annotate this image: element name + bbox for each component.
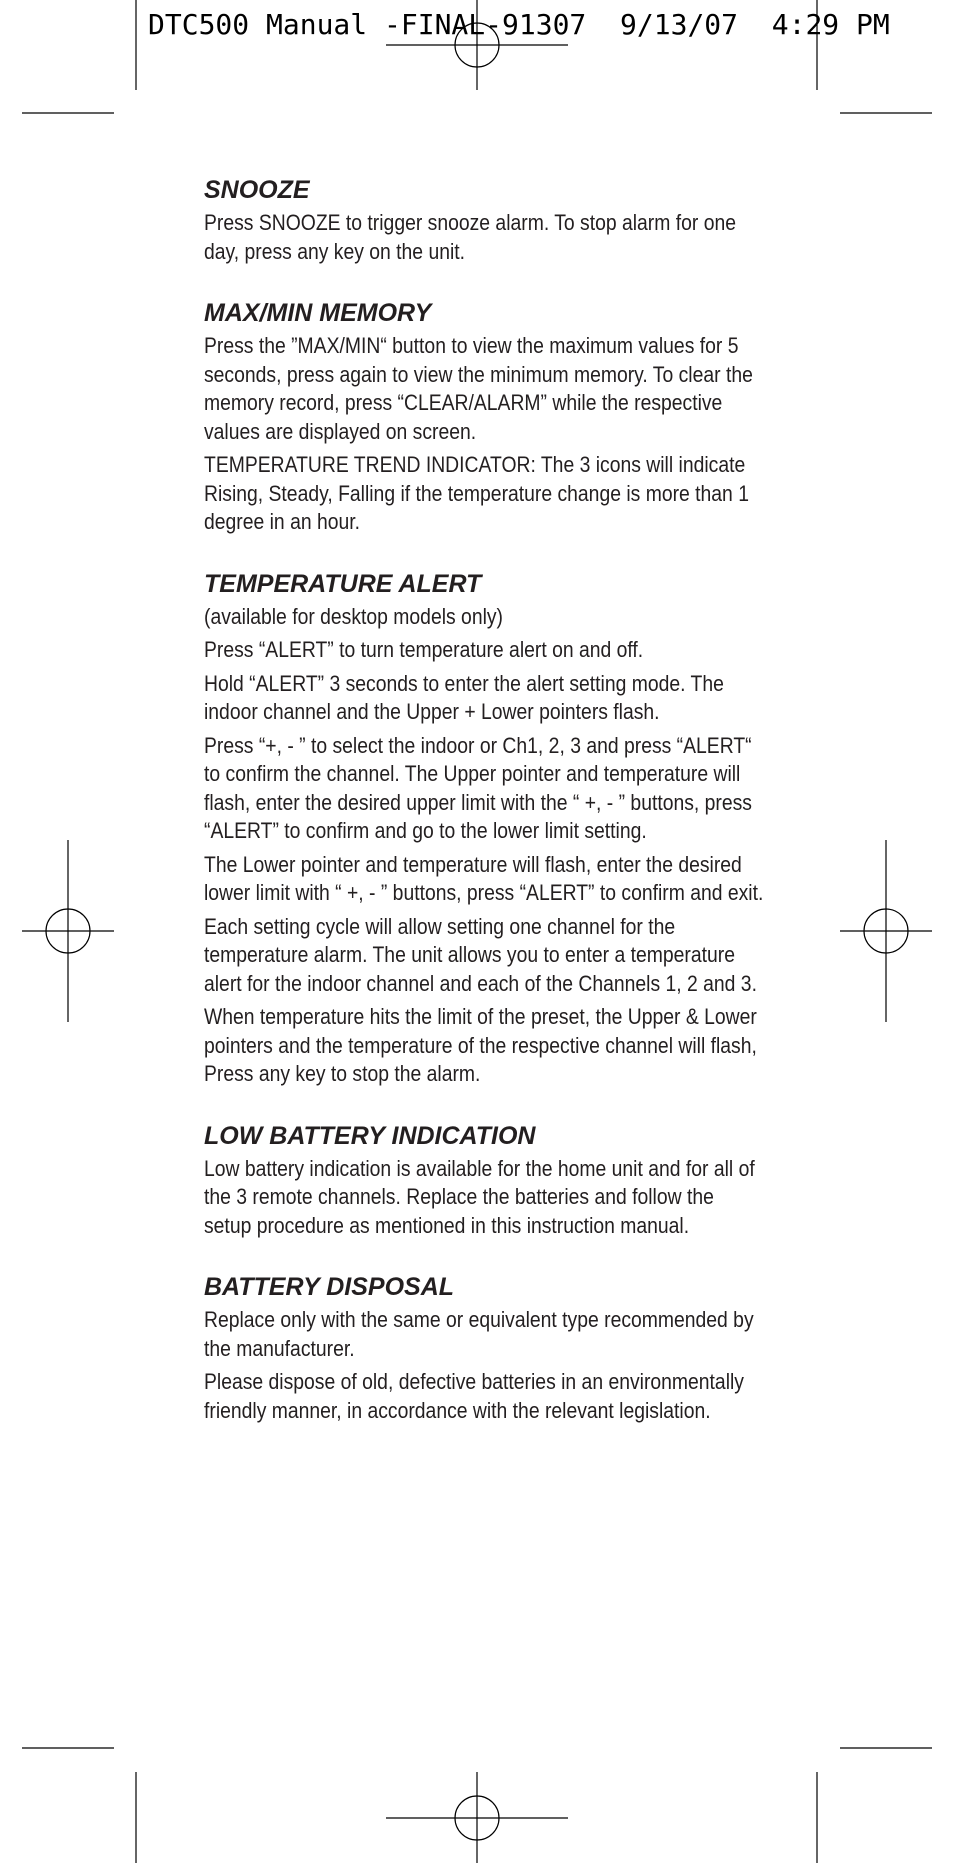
section-heading: BATTERY DISPOSAL — [204, 1273, 455, 1301]
section-heading: MAX/MIN MEMORY — [204, 299, 432, 327]
print-slug-line: DTC500 Manual -FINAL-91307 9/13/07 4:29 PM — [148, 8, 890, 41]
section-paragraph: Low battery indication is available for the home unit and for all of the 3 remote channels. Replace the batteries and follow the setup procedure as mentioned in this instruction manual. — [204, 1155, 755, 1238]
registration-mark-right — [840, 840, 932, 1022]
manual-page-content — [204, 174, 764, 1456]
section-paragraph: Please dispose of old, defective batteries in an environmentally friendly manner, in accordance with the relevant legislation. — [204, 1369, 744, 1423]
section-low-battery-indication — [204, 1120, 764, 1241]
section-paragraph: The Lower pointer and temperature will flash, enter the desired lower limit with “ +, - ” buttons, press “ALERT” to confirm and exit. — [204, 851, 764, 905]
section-paragraph: When temperature hits the limit of the preset, the Upper & Lower pointers and the temperature of the respective channel will flash, Press any key to stop the alarm. — [204, 1004, 757, 1086]
section-paragraph: Each setting cycle will allow setting one channel for the temperature alarm. The unit allows you to enter a temperature alert for the indoor channel and each of the Channels 1, 2 and 3. — [204, 913, 757, 996]
registration-mark-left — [22, 840, 114, 1022]
section-heading: SNOOZE — [204, 176, 310, 204]
section-snooze — [204, 174, 764, 266]
registration-mark-top — [386, 0, 568, 90]
section-battery-disposal — [204, 1271, 764, 1425]
section-paragraph: Press the ”MAX/MIN“ button to view the maximum values for 5 seconds, press again to view the minimum memory. To clear the memory record, press “CLEAR/ALARM” while the respective values are displayed on screen. — [204, 333, 753, 444]
section-heading: TEMPERATURE ALERT — [204, 569, 482, 598]
section-paragraph: Press SNOOZE to trigger snooze alarm. To stop alarm for one day, press any key on the unit. — [204, 210, 736, 264]
section-paragraph: Press “+, - ” to select the indoor or Ch1, 2, 3 and press “ALERT“ to confirm the channel. The Upper pointer and temperature will flash, enter the desired upper limit with the “ +, - ” buttons, press “ALERT” to confirm and go to the lower limit setting. — [204, 732, 752, 843]
section-max-min-memory — [204, 297, 764, 537]
section-paragraph: Replace only with the same or equivalent type recommended by the manufacturer. — [204, 1307, 754, 1361]
section-heading: LOW BATTERY INDICATION — [204, 1121, 536, 1150]
registration-mark-bottom — [386, 1772, 568, 1863]
section-paragraph: Press “ALERT” to turn temperature alert on and off. — [204, 637, 644, 662]
section-paragraph: Hold “ALERT” 3 seconds to enter the alert setting mode. The indoor channel and the Upper + Lower pointers flash. — [204, 670, 724, 724]
section-temperature-alert — [204, 568, 764, 1089]
section-paragraph: (available for desktop models only) — [204, 603, 504, 629]
section-paragraph: TEMPERATURE TREND INDICATOR: The 3 icons will indicate Rising, Steady, Falling if the temperature change is more than 1 degree in an hour. — [204, 452, 749, 534]
